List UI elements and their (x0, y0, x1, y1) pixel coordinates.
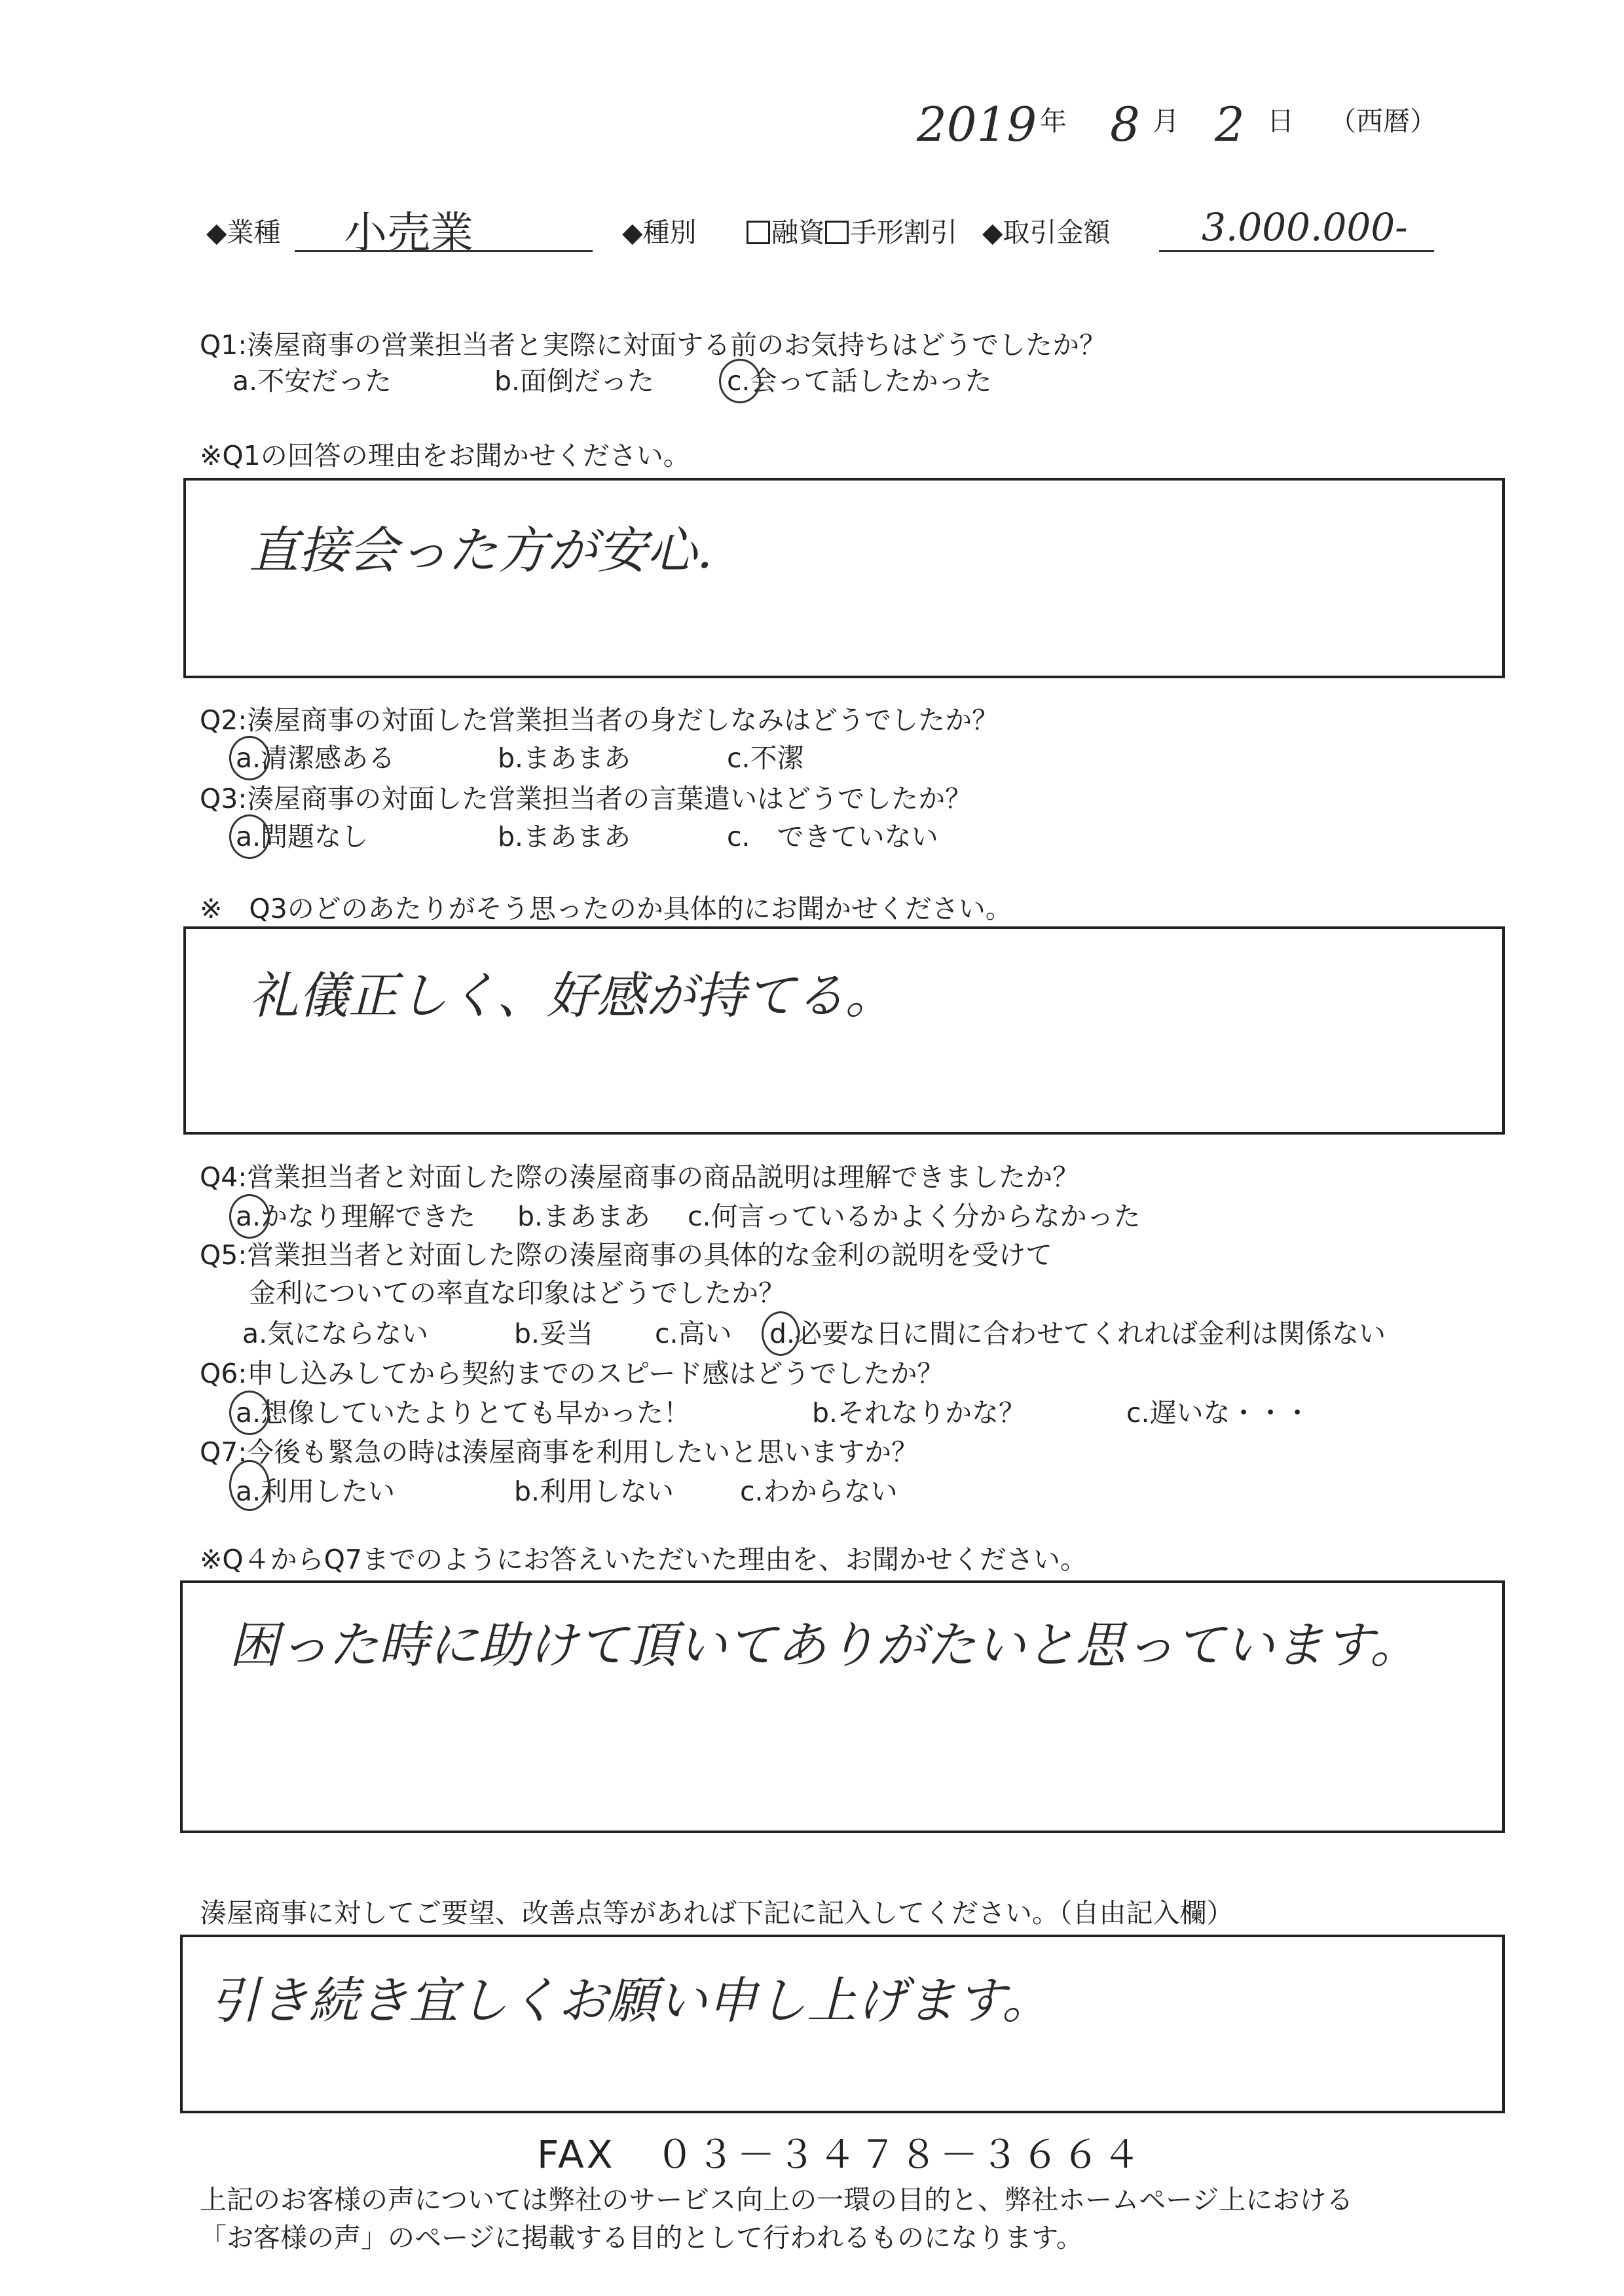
q5-question-line1: Q5:営業担当者と対面した際の湊屋商事の具体的な金利の説明を受けて (200, 1239, 1053, 1271)
free-prompt: 湊屋商事に対してご要望、改善点等があれば下記に記入してください。（自由記入欄） (200, 1897, 1234, 1929)
industry-value: 小売業 (344, 208, 473, 258)
q4-option-b[interactable]: b.まあまあ (517, 1201, 651, 1232)
q4-question: Q4:営業担当者と対面した際の湊屋商事の商品説明は理解できましたか？ (200, 1161, 1080, 1193)
q1-option-b[interactable]: b.面倒だった (494, 365, 655, 397)
q3-option-b[interactable]: b.まあまあ (498, 821, 631, 852)
q3-option-c[interactable]: c. できていない (727, 821, 938, 852)
q2-question: Q2:湊屋商事の対面した営業担当者の身だしなみはどうでしたか？ (200, 704, 999, 736)
q2-option-c[interactable]: c.不潔 (727, 742, 804, 774)
q4-7-reason-prompt: ※Q４からQ7までのようにお答えいただいた理由を、お聞かせください。 (200, 1544, 1087, 1575)
q2-option-a[interactable]: a.清潔感ある (236, 742, 396, 774)
q6-selected-circle (229, 1391, 270, 1435)
checkbox-loan[interactable] (747, 221, 770, 244)
q7-question: Q7:今後も緊急の時は湊屋商事を利用したいと思いますか？ (200, 1436, 919, 1468)
q7-selected-circle (229, 1460, 270, 1511)
q5-option-b[interactable]: b.妥当 (514, 1318, 594, 1349)
q6-option-c[interactable]: c.遅いな・・・ (1126, 1397, 1311, 1429)
industry-underline (295, 250, 593, 252)
q4-option-c[interactable]: c.何言っているかよく分からなかった (688, 1201, 1141, 1232)
date-era-label: （西暦） (1329, 105, 1437, 137)
type-options (747, 219, 957, 246)
type-label: ◆種別 (622, 217, 697, 248)
date-day-label: 日 (1267, 105, 1294, 137)
q5-option-c[interactable]: c.高い (655, 1318, 732, 1349)
q2-selected-circle (229, 736, 270, 780)
q1-reason-answer: 直接会った方が安心. (249, 521, 713, 579)
q3-reason-prompt: ※ Q3のどのあたりがそう思ったのか具体的にお聞かせください。 (200, 893, 1012, 924)
q7-option-b[interactable]: b.利用しない (514, 1476, 674, 1507)
q5-option-a[interactable]: a.気にならない (242, 1318, 429, 1349)
q3-selected-circle (229, 814, 270, 859)
date-year: 2019 (917, 97, 1037, 152)
checkbox-bill-discount[interactable] (825, 221, 849, 244)
q4-7-reason-answer: 困った時に助けて頂いてありがたいと思っています。 (229, 1616, 1420, 1674)
q6-question: Q6:申し込みしてから契約までのスピード感はどうでしたか？ (200, 1358, 944, 1389)
q2-option-b[interactable]: b.まあまあ (498, 742, 631, 774)
type-option-bill-discount: 手形割引 (850, 217, 957, 248)
q1-option-c[interactable]: c.会って話したかった (727, 365, 992, 397)
q4-selected-circle (229, 1194, 270, 1239)
amount-value: 3.000.000- (1202, 205, 1408, 249)
q5-option-d[interactable]: d.必要な日に間に合わせてくれれば金利は関係ない (769, 1318, 1386, 1349)
q6-option-b[interactable]: b.それなりかな？ (812, 1397, 1026, 1429)
q3-question: Q3:湊屋商事の対面した営業担当者の言葉遣いはどうでしたか？ (200, 783, 972, 814)
q7-option-c[interactable]: c.わからない (740, 1476, 898, 1507)
q1-question: Q1:湊屋商事の営業担当者と実際に対面する前のお気持ちはどうでしたか？ (200, 329, 1107, 361)
fax-number: FAX ０３－３４７８－３６６４ (537, 2132, 1143, 2177)
q6-option-a[interactable]: a.想像していたよりとても早かった！ (236, 1397, 691, 1429)
footer-note-line1: 上記のお客様の声については弊社のサービス向上の一環の目的と、弊社ホームページ上における (200, 2184, 1354, 2215)
q7-option-a[interactable]: a.利用したい (236, 1476, 396, 1507)
amount-underline (1159, 250, 1434, 252)
date-year-label: 年 (1040, 105, 1067, 137)
date-day: 2 (1215, 97, 1245, 152)
industry-label: ◆業種 (206, 217, 281, 248)
q3-reason-answer: 礼儀正しく、好感が持てる。 (249, 966, 895, 1025)
q1-selected-circle (719, 359, 761, 403)
q3-option-a[interactable]: a.問題なし (236, 821, 369, 852)
q5-selected-circle (762, 1311, 800, 1356)
footer-note-line2: 「お客様の声」のページに掲載する目的として行われるものになります。 (200, 2222, 1083, 2253)
q5-question-line2: 金利についての率直な印象はどうでしたか？ (249, 1277, 786, 1309)
type-option-loan: 融資 (771, 217, 825, 248)
q1-option-a[interactable]: a.不安だった (232, 365, 392, 397)
q1-reason-prompt: ※Q1の回答の理由をお聞かせください。 (200, 440, 690, 471)
date-month-label: 月 (1153, 105, 1179, 137)
q4-option-a[interactable]: a.かなり理解できた (236, 1201, 476, 1232)
free-answer: 引き続き宜しくお願い申し上げます。 (210, 1971, 1052, 2030)
date-month: 8 (1110, 97, 1140, 152)
amount-label: ◆取引金額 (982, 217, 1111, 248)
